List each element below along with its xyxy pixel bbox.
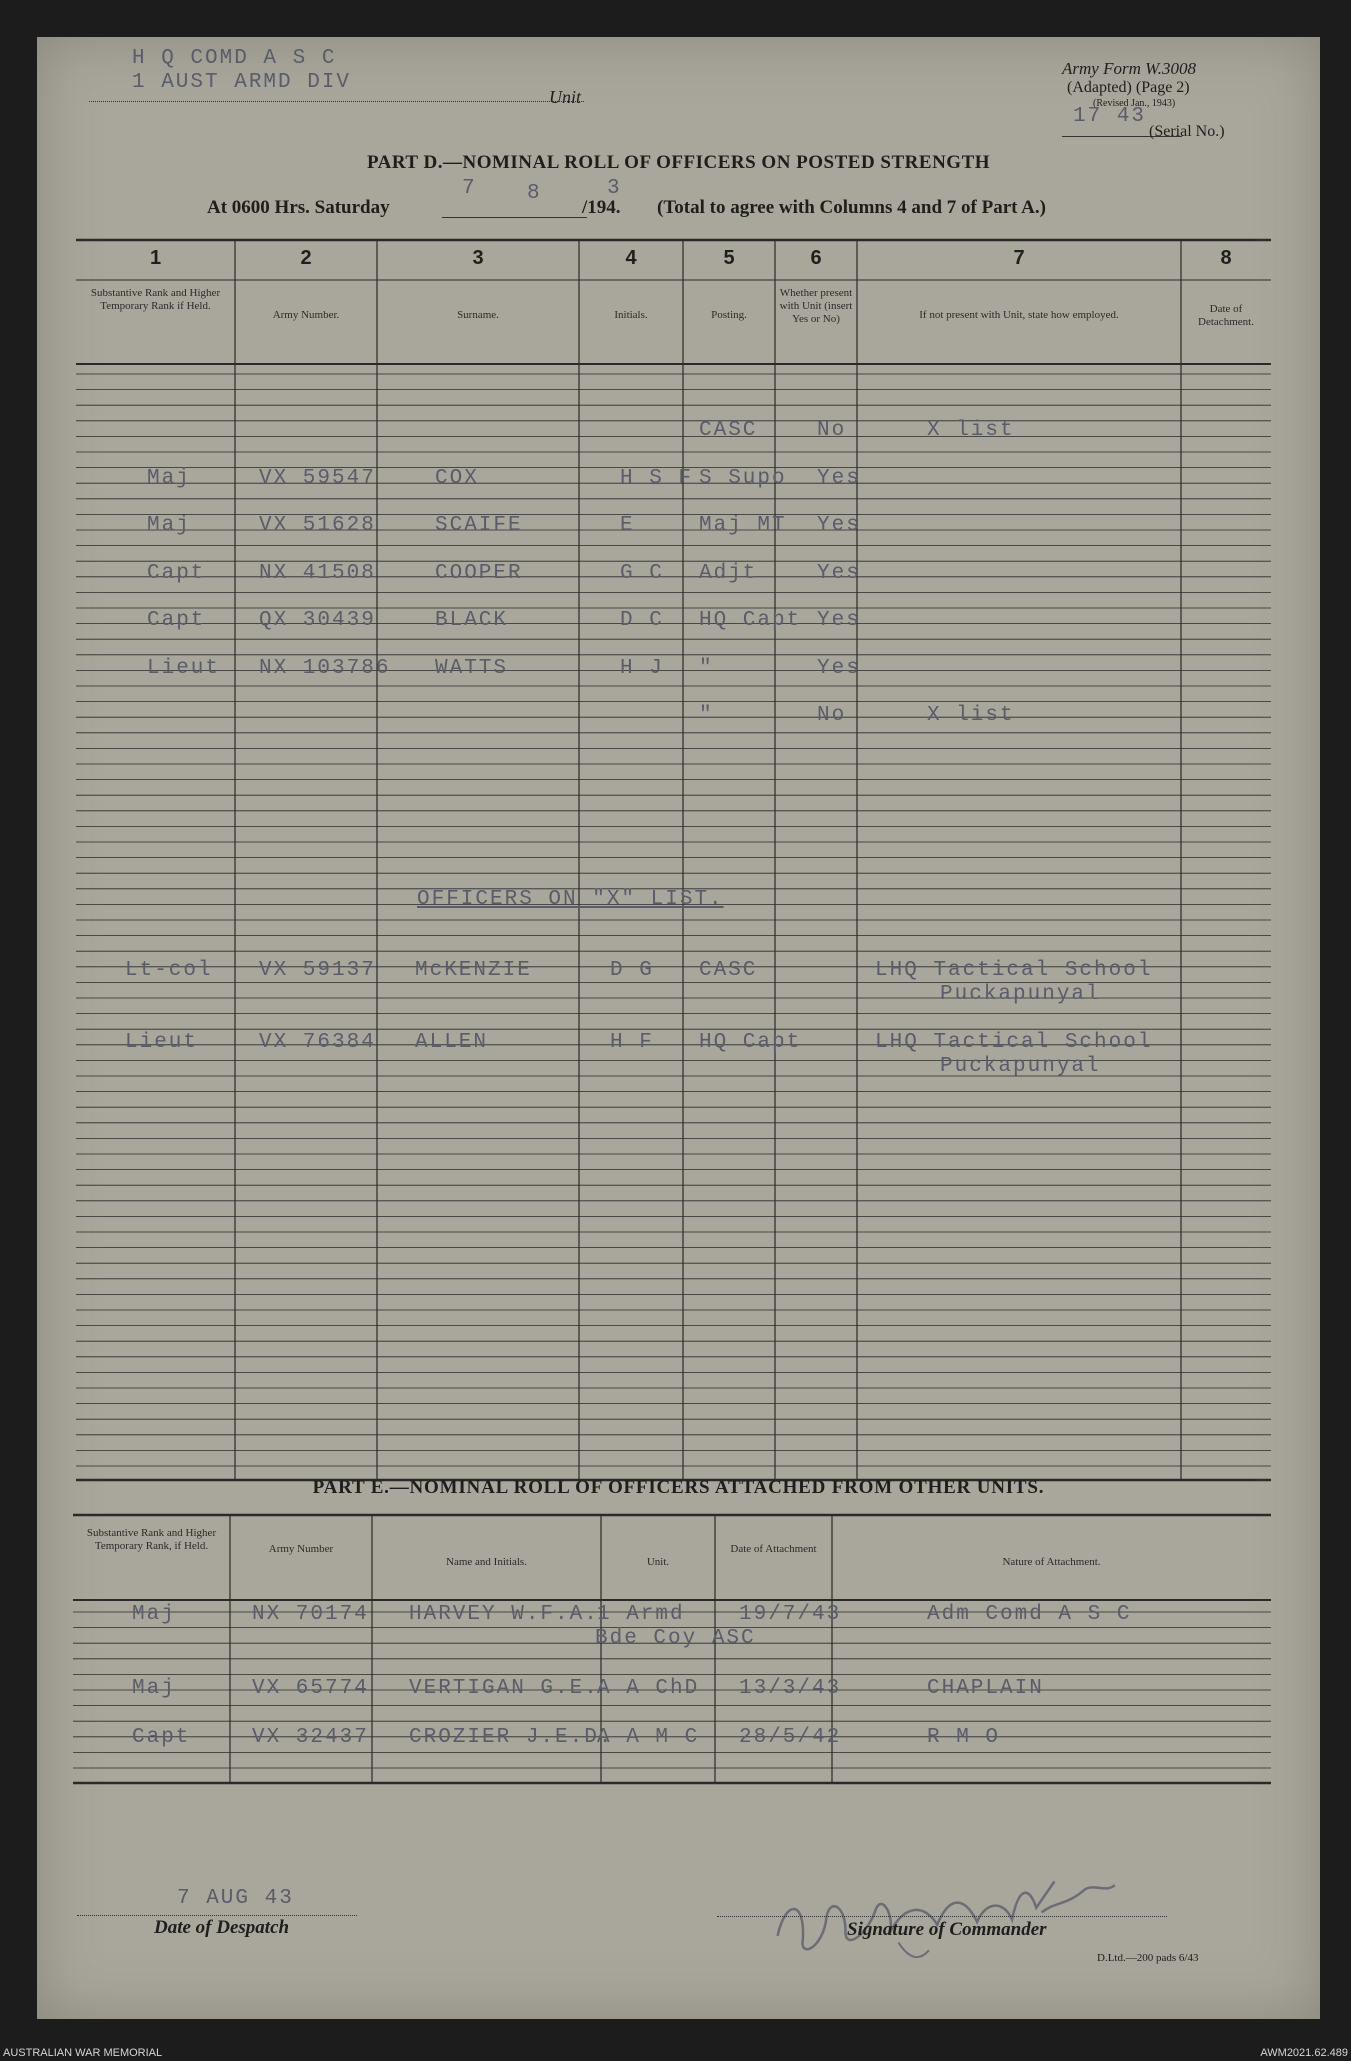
part-d-cell-initials: D C — [620, 609, 664, 632]
part-e-cell-name: VERTIGAN G.E. — [409, 1677, 599, 1700]
x-list-cell-surname: McKENZIE — [415, 959, 532, 982]
part-d-table-grid — [37, 37, 1320, 2019]
footer-left: AUSTRALIAN WAR MEMORIAL — [3, 2047, 163, 2059]
column-header: Posting. — [711, 309, 747, 321]
part-d-cell-rank: Lieut — [147, 656, 221, 680]
part-e-cell-number: VX 65774 — [252, 1677, 369, 1700]
part-d-cell-initials: H S F — [620, 466, 694, 490]
part-d-cell-employed: X list — [927, 704, 1015, 727]
x-list-cell-surname: ALLEN — [415, 1031, 489, 1054]
part-d-cell-present: No — [817, 704, 847, 727]
year-label: /194. — [582, 197, 621, 218]
part-d-cell-rank: Capt — [147, 609, 206, 632]
part-d-cell-surname: COX — [435, 466, 479, 490]
column-number: 1 — [149, 247, 162, 269]
column-number: 2 — [300, 247, 312, 269]
column-header: Whether present with Unit (insert Yes or No) — [779, 287, 853, 325]
part-d-cell-posting: " — [699, 704, 714, 727]
serial-typed: 17 43 — [1073, 105, 1147, 128]
unit-typed-line2: 1 AUST ARMD DIV — [132, 71, 352, 94]
part-e-cell-date: 19/7/43 — [739, 1603, 842, 1626]
part-e-cell-nature: R M O — [927, 1726, 1001, 1749]
column-number: 7 — [1013, 247, 1025, 269]
part-d-cell-number: NX 41508 — [259, 561, 376, 585]
part-d-cell-surname: BLACK — [435, 609, 509, 632]
part-e-column-header: Unit. — [646, 1556, 670, 1568]
date-month: 8 — [527, 182, 542, 205]
part-d-cell-employed: X list — [927, 419, 1015, 442]
image-footer — [0, 2046, 1351, 2061]
part-e-column-header: Army Number — [268, 1543, 334, 1555]
x-list-cell-initials: D G — [610, 959, 654, 982]
part-e-column-header: Nature of Attachment. — [1002, 1556, 1101, 1568]
part-e-cell-nature: CHAPLAIN — [927, 1677, 1044, 1700]
x-list-heading: OFFICERS ON "X" LIST. — [417, 888, 724, 911]
part-e-column-header: Name and Initials. — [446, 1556, 527, 1568]
total-note: (Total to agree with Columns 4 and 7 of Part A.) — [657, 197, 1046, 218]
part-d-cell-present: Yes — [817, 656, 861, 680]
part-d-cell-number: VX 59547 — [259, 466, 376, 490]
column-header: Initials. — [614, 309, 648, 321]
form-sheet — [37, 37, 1320, 2019]
x-list-cell-posting: CASC — [699, 959, 758, 982]
part-e-cell-date: 28/5/42 — [739, 1726, 842, 1749]
serial-label: (Serial No.) — [1149, 123, 1225, 140]
part-e-unit-line2: Bde Coy ASC — [595, 1627, 756, 1650]
date-day: 7 — [462, 177, 477, 200]
column-header: Substantive Rank and Higher Temporary Rank if Held. — [90, 287, 221, 312]
part-e-title: PART E.—NOMINAL ROLL OF OFFICERS ATTACHED FROM OTHER UNITS. — [312, 1477, 1045, 1498]
part-e-cell-name: HARVEY W.F.A. — [409, 1603, 599, 1626]
footer-right: AWM2021.62.489 — [1260, 2047, 1348, 2059]
signature-label: Signature of Commander — [847, 1919, 1047, 1940]
form-revised: (Revised Jan., 1943) — [1093, 98, 1176, 109]
part-e-cell-nature: Adm Comd A S C — [927, 1603, 1132, 1626]
part-d-cell-rank: Maj — [147, 514, 191, 537]
part-e-cell-unit: 1 Armd — [597, 1603, 685, 1626]
signature-line — [717, 1916, 1167, 1917]
column-header: Date of Detachment. — [1198, 303, 1254, 328]
part-d-cell-initials: H J — [620, 656, 664, 680]
x-list-cell-number: VX 59137 — [259, 959, 376, 982]
part-d-cell-posting: HQ Capt — [699, 609, 802, 632]
at-line-prefix: At 0600 Hrs. Saturday — [207, 197, 390, 218]
part-e-cell-number: VX 32437 — [252, 1726, 369, 1749]
part-d-cell-rank: Maj — [147, 466, 191, 490]
part-d-cell-rank: Capt — [147, 561, 206, 585]
part-e-cell-rank: Capt — [132, 1726, 191, 1749]
part-d-cell-present: Yes — [817, 514, 861, 537]
part-e-cell-rank: Maj — [132, 1677, 176, 1700]
x-list-employed-line1: LHQ Tactical School — [875, 959, 1153, 982]
part-d-cell-surname: COOPER — [435, 561, 523, 585]
part-d-cell-initials: E — [620, 514, 635, 537]
part-d-cell-surname: SCAIFE — [435, 514, 523, 537]
despatch-line — [77, 1915, 357, 1916]
part-e-cell-unit: A A M C — [597, 1726, 700, 1749]
column-number: 6 — [810, 247, 822, 269]
x-list-cell-posting: HQ Capt — [699, 1031, 802, 1054]
part-d-cell-initials: G C — [620, 561, 664, 585]
x-list-cell-rank: Lt-col — [125, 959, 213, 982]
form-adapted: (Adapted) (Page 2) — [1067, 79, 1190, 96]
x-list-cell-initials: H F — [610, 1031, 654, 1054]
part-e-cell-date: 13/3/43 — [739, 1677, 842, 1700]
part-d-cell-present: Yes — [817, 466, 861, 490]
column-header: Surname. — [457, 309, 499, 321]
part-d-cell-surname: WATTS — [435, 656, 509, 680]
part-d-title: PART D.—NOMINAL ROLL OF OFFICERS ON POSTED STRENGTH — [366, 152, 991, 173]
unit-typed-line1: H Q COMD A S C — [132, 47, 337, 70]
despatch-label: Date of Despatch — [154, 1917, 290, 1938]
x-list-cell-number: VX 76384 — [259, 1031, 376, 1054]
form-name: Army Form W.3008 — [1062, 59, 1196, 78]
part-d-cell-posting: S Supo — [699, 466, 787, 490]
part-d-cell-present: No — [817, 419, 847, 442]
x-list-employed-line2: Puckapunyal — [940, 983, 1101, 1006]
column-number: 3 — [472, 247, 484, 269]
column-header: If not present with Unit, state how employed. — [919, 309, 1119, 321]
part-d-cell-posting: " — [699, 656, 714, 680]
x-list-cell-rank: Lieut — [125, 1031, 199, 1054]
x-list-employed-line1: LHQ Tactical School — [875, 1031, 1153, 1054]
x-list-employed-line2: Puckapunyal — [940, 1055, 1101, 1078]
part-d-cell-present: Yes — [817, 609, 861, 632]
part-d-cell-present: Yes — [817, 561, 861, 585]
date-year-suffix: 3 — [607, 177, 622, 200]
part-d-cell-posting: CASC — [699, 419, 758, 442]
part-d-cell-posting: Adjt — [699, 561, 758, 585]
part-d-cell-posting: Maj MT — [699, 514, 787, 537]
column-number: 4 — [625, 247, 637, 269]
unit-label: Unit — [549, 87, 582, 107]
part-d-cell-number: QX 30439 — [259, 609, 376, 632]
printer-note: D.Ltd.—200 pads 6/43 — [1097, 1952, 1199, 1964]
column-header: Army Number. — [272, 309, 340, 321]
part-d-cell-number: VX 51628 — [259, 514, 376, 537]
part-d-cell-number: NX 103786 — [259, 656, 391, 680]
column-number: 5 — [723, 247, 735, 269]
despatch-date-typed: 7 AUG 43 — [177, 1887, 294, 1910]
part-e-column-header: Date of Attachment — [730, 1543, 817, 1555]
part-e-column-header: Substantive Rank and Higher Temporary Rank, if Held. — [86, 1527, 217, 1552]
column-number: 8 — [1220, 247, 1232, 269]
part-e-cell-rank: Maj — [132, 1603, 176, 1626]
part-e-cell-name: CROZIER J.E.D. — [409, 1726, 614, 1749]
part-e-cell-unit: A A ChD — [597, 1677, 700, 1700]
part-e-cell-number: NX 70174 — [252, 1603, 369, 1626]
